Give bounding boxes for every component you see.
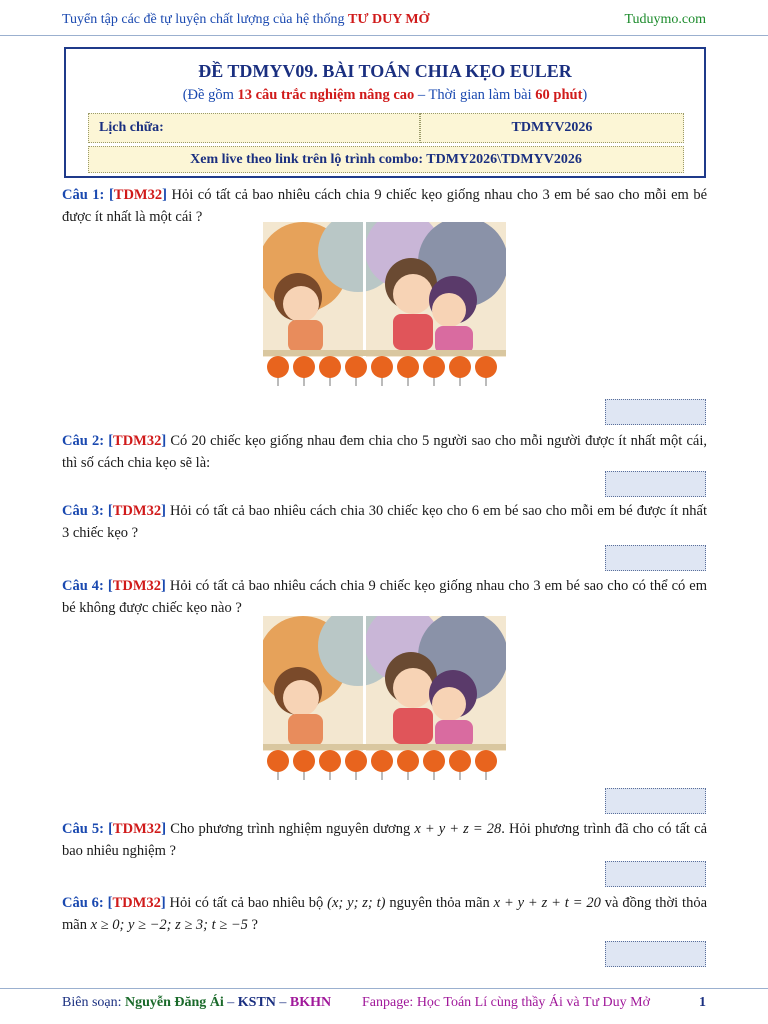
question-6: Câu 6: [TDM32] Hỏi có tất cả bao nhiêu bộ (x; y; z; t) nguyên thỏa mãn x + y + z + t = 20 và đồng thời thỏa mãn x ≥ 0; y ≥ −2; z ≥ 3; t ≥ −5 ?: [62, 895, 708, 933]
schedule-value: TDMYV2026: [420, 113, 684, 143]
candy-icon: [371, 750, 393, 780]
answer-box-1[interactable]: [605, 399, 706, 425]
candy-row: [267, 356, 497, 386]
candy-icon: [267, 356, 289, 386]
exam-subtitle: (Đề gồm 13 câu trắc nghiệm nâng cao – Thời gian làm bài 60 phút): [182, 87, 588, 103]
answer-box-6[interactable]: [605, 941, 706, 967]
header-divider: [0, 35, 768, 36]
candy-icon: [423, 750, 445, 780]
candy-icon: [449, 750, 471, 780]
live-link-note[interactable]: Xem live theo link trên lộ trình combo: TDMY2026\TDMYV2026: [88, 146, 684, 173]
candy-icon: [397, 356, 419, 386]
candy-icon: [475, 750, 497, 780]
answer-box-5[interactable]: [605, 861, 706, 887]
candy-icon: [293, 750, 315, 780]
header-series-title: Tuyển tập các đề tự luyện chất lượng của hệ thống TƯ DUY MỞ: [62, 12, 430, 27]
exam-title: ĐỀ TDMYV09. BÀI TOÁN CHIA KẸO EULER: [198, 61, 572, 81]
tuple-expression: (x; y; z; t): [327, 895, 386, 911]
question-1: Câu 1: [TDM32] Hỏi có tất cả bao nhiêu cách chia 9 chiếc kẹo giống nhau cho 3 em bé sao cho mỗi em bé được ít nhất là một cái ?: [62, 187, 708, 225]
question-5: Câu 5: [TDM32] Cho phương trình nghiệm nguyên dương x + y + z = 28. Hỏi phương trình đã cho có tất cả bao nhiêu nghiệm ?: [62, 821, 708, 859]
footer-fanpage[interactable]: Fanpage: Học Toán Lí cùng thầy Ái và Tư Duy Mở: [362, 995, 650, 1010]
equation: x + y + z = 28: [414, 821, 502, 837]
equation: x + y + z + t = 20: [493, 895, 601, 911]
page-number: 1: [699, 995, 706, 1010]
question-4: Câu 4: [TDM32] Hỏi có tất cả bao nhiêu cách chia 9 chiếc kẹo giống nhau cho 3 em bé sao cho có thể có em bé không được chiếc kẹo nào ?: [62, 578, 707, 616]
candy-icon: [397, 750, 419, 780]
candy-icon: [293, 356, 315, 386]
question-2: Câu 2: [TDM32] Có 20 chiếc kẹo giống nhau đem chia cho 5 người sao cho mỗi người được ít nhất một cái, thì số cách chia kẹo sẽ là:: [62, 433, 707, 471]
answer-box-2[interactable]: [605, 471, 706, 497]
candy-icon: [371, 356, 393, 386]
candy-icon: [475, 356, 497, 386]
candy-icon: [345, 750, 367, 780]
footer-divider: [0, 988, 768, 989]
constraint-expression: x ≥ 0; y ≥ −2; z ≥ 3; t ≥ −5: [90, 917, 248, 933]
children-candy-illustration: [263, 222, 506, 392]
candy-row: [267, 750, 497, 780]
exam-title-box: [64, 47, 706, 178]
candy-icon: [423, 356, 445, 386]
candy-icon: [319, 750, 341, 780]
candy-icon: [449, 356, 471, 386]
header-website[interactable]: Tuduymo.com: [624, 12, 706, 27]
answer-box-4[interactable]: [605, 788, 706, 814]
footer-author: Biên soạn: Nguyễn Đăng Ái – KSTN – BKHN: [62, 995, 332, 1010]
page-header: [62, 10, 706, 34]
answer-box-3[interactable]: [605, 545, 706, 571]
candy-icon: [319, 356, 341, 386]
candy-icon: [345, 356, 367, 386]
question-3: Câu 3: [TDM32] Hỏi có tất cả bao nhiêu cách chia 30 chiếc kẹo cho 6 em bé sao cho mỗi em bé được ít nhất 3 chiếc kẹo ?: [62, 503, 707, 541]
schedule-label: Lịch chữa:: [88, 113, 420, 143]
candy-icon: [267, 750, 289, 780]
children-candy-illustration: [263, 616, 506, 786]
